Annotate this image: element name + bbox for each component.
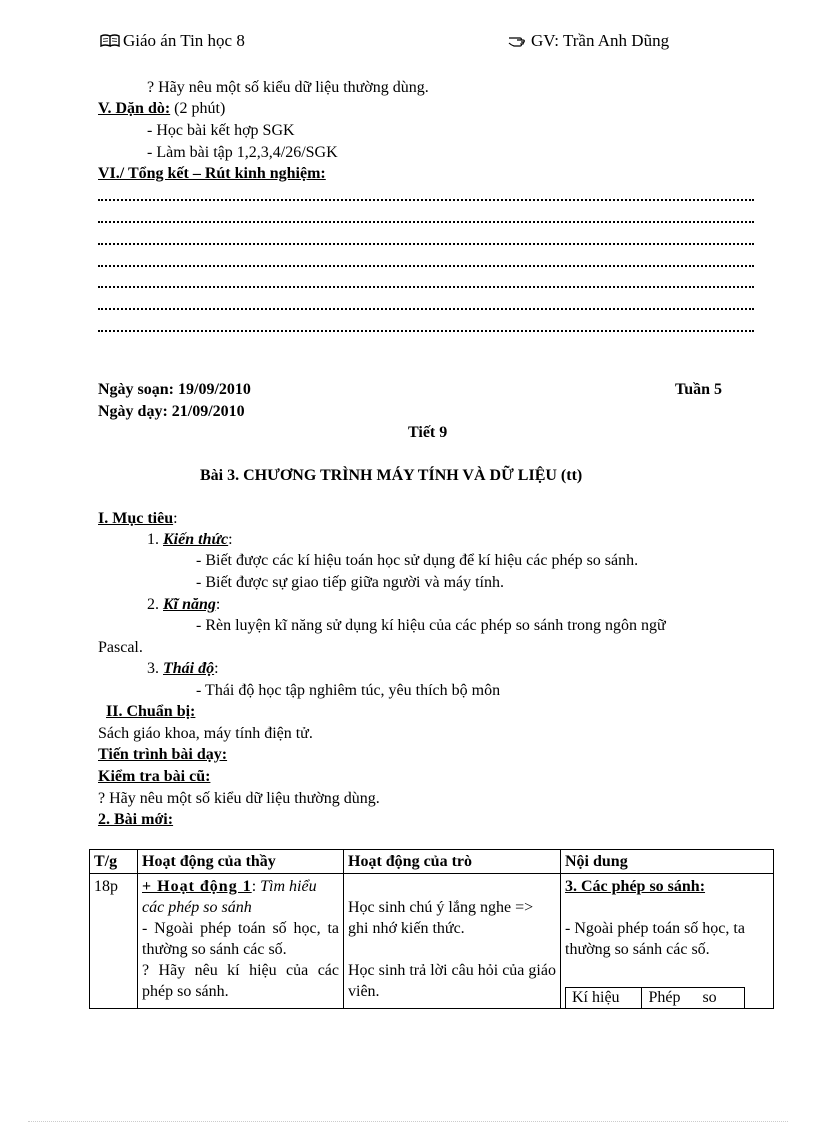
skill-heading [147, 595, 220, 615]
col-header-student: Hoạt động của trò [344, 850, 561, 874]
activity-title: Tìm hiểu các phép so sánh [142, 878, 317, 916]
header-right-text: GV: Trần Anh Dũng [531, 31, 670, 50]
week: Tuần 5 [675, 381, 722, 398]
knowledge-colon: : [228, 531, 233, 548]
header-left-text: Giáo án Tin học 8 [123, 31, 245, 50]
note-line [98, 308, 754, 310]
header-right [508, 31, 669, 51]
lesson-table [89, 849, 774, 1009]
attitude-item-1: - Thái độ học tập nghiêm túc, yêu thích bộ môn [196, 682, 501, 699]
comparison-col-operation: Phép so [642, 988, 745, 1009]
attitude-colon: : [214, 660, 219, 677]
attitude-label: Thái độ [163, 660, 215, 677]
prep-text: Sách giáo khoa, máy tính điện tử. [98, 725, 313, 742]
skill-item-1: - Rèn luyện kĩ năng sử dụng kí hiệu của các phép so sánh trong ngôn ngữ [196, 617, 666, 634]
note-line [98, 265, 754, 267]
period: Tiết 9 [408, 424, 448, 441]
skill-label: Kĩ năng [163, 596, 216, 613]
note-line [98, 286, 754, 288]
cell-content [561, 874, 774, 1009]
objectives-heading-colon: : [173, 510, 178, 527]
process-heading: Tiến trình bài dạy: [98, 746, 228, 763]
section-5-time: (2 phút) [170, 100, 226, 117]
book-icon [100, 34, 120, 47]
section-5-title: V. Dặn dò: [98, 100, 171, 117]
cell-student [344, 874, 561, 1009]
note-line [98, 199, 754, 201]
header-left [100, 31, 245, 51]
lesson-title: Bài 3. CHƯƠNG TRÌNH MÁY TÍNH VÀ DỮ LIỆU (tt) [200, 467, 583, 484]
prep-date: Ngày soạn: 19/09/2010 [98, 381, 251, 398]
attitude-num: 3. [147, 660, 163, 677]
check-question: ? Hãy nêu một số kiểu dữ liệu thường dùng. [98, 790, 380, 807]
teacher-text-1: - Ngoài phép toán số học, ta thường so sánh các số. [142, 920, 339, 958]
activity-colon: : [251, 878, 261, 895]
note-line [98, 221, 754, 223]
knowledge-label: Kiến thức [163, 531, 229, 548]
note-line [98, 243, 754, 245]
cell-teacher [138, 874, 344, 1009]
attitude-heading [147, 659, 219, 679]
content-text-1: - Ngoài phép toán số học, ta thường so sánh các số. [565, 920, 745, 958]
section-5-item-2: - Làm bài tập 1,2,3,4/26/SGK [147, 144, 338, 161]
hand-pointer-icon [508, 34, 528, 47]
student-text-2: Học sinh trả lời câu hỏi của giáo viên. [348, 962, 556, 1000]
new-lesson-heading: 2. Bài mới: [98, 811, 174, 828]
activity-label: + Hoạt động 1 [142, 878, 252, 895]
cell-time: 18p [90, 874, 138, 1009]
col-header-time: T/g [90, 850, 138, 874]
comparison-col-symbol: Kí hiệu [566, 988, 642, 1009]
objectives-heading-text: I. Mục tiêu [98, 510, 174, 527]
knowledge-item-1: - Biết được các kí hiệu toán học sử dụng để kí hiệu các phép so sánh. [196, 552, 639, 569]
knowledge-num: 1. [147, 531, 163, 548]
prep-heading: II. Chuẩn bị: [106, 703, 196, 720]
objectives-heading [98, 509, 178, 529]
skill-item-1-cont: Pascal. [98, 639, 143, 656]
student-text-1: Học sinh chú ý lắng nghe => ghi nhớ kiến thức. [348, 899, 534, 937]
section-6-title: VI./ Tổng kết – Rút kinh nghiệm: [98, 165, 326, 182]
table-row [90, 874, 774, 1009]
teacher-text-2: ? Hãy nêu kí hiệu của các phép so sánh. [142, 962, 339, 1000]
teach-date: Ngày dạy: 21/09/2010 [98, 403, 245, 420]
section-5 [98, 99, 225, 119]
content-title: 3. Các phép so sánh: [565, 878, 706, 895]
skill-num: 2. [147, 596, 163, 613]
comparison-table [565, 987, 745, 1009]
page-bottom-rule [28, 1121, 788, 1122]
top-question: ? Hãy nêu một số kiểu dữ liệu thường dùng. [147, 79, 429, 96]
col-header-teacher: Hoạt động của thầy [138, 850, 344, 874]
col-header-content: Nội dung [561, 850, 774, 874]
skill-colon: : [215, 596, 221, 613]
table-header-row [90, 850, 774, 874]
check-heading: Kiểm tra bài cũ: [98, 768, 211, 785]
section-5-item-1: - Học bài kết hợp SGK [147, 122, 295, 139]
note-line [98, 330, 754, 332]
activity-heading [142, 876, 339, 918]
knowledge-heading [147, 530, 233, 550]
knowledge-item-2: - Biết được sự giao tiếp giữa người và máy tính. [196, 574, 504, 591]
comparison-header-row [566, 988, 745, 1009]
